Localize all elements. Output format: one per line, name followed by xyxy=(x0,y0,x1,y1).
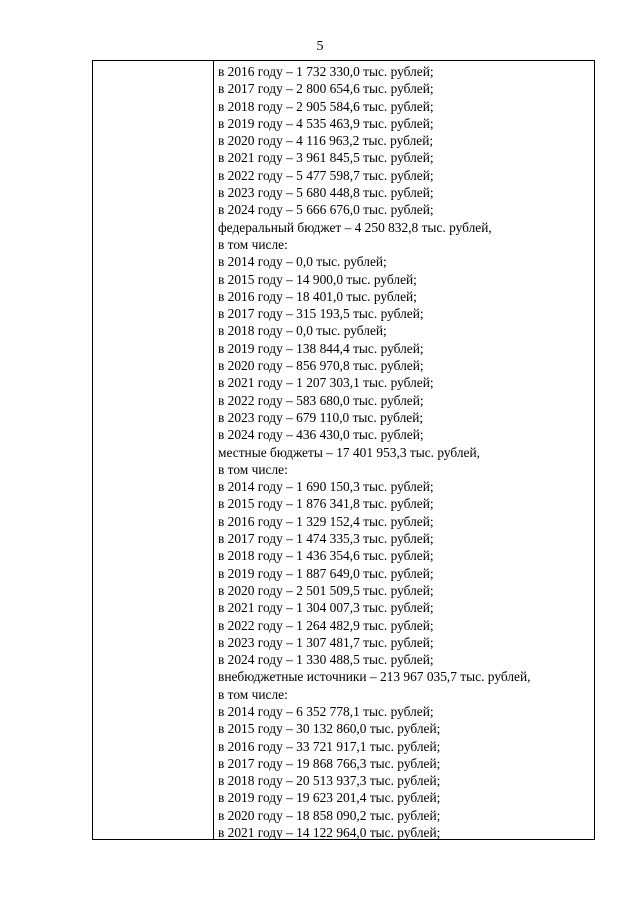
funding-line: в 2019 году – 138 844,4 тыс. рублей; xyxy=(218,340,424,356)
page-number: 5 xyxy=(316,39,324,54)
funding-line: в 2015 году – 14 900,0 тыс. рублей; xyxy=(218,271,417,287)
funding-line: федеральный бюджет – 4 250 832,8 тыс. рублей, xyxy=(218,219,492,235)
funding-line: в 2022 году – 5 477 598,7 тыс. рублей; xyxy=(218,167,434,183)
funding-line: в 2016 году – 1 732 330,0 тыс. рублей; xyxy=(218,64,434,79)
funding-line: в том числе: xyxy=(218,686,288,702)
funding-details-cell xyxy=(214,61,594,839)
funding-line: в 2018 году – 2 905 584,6 тыс. рублей; xyxy=(218,98,434,114)
funding-line: в 2023 году – 5 680 448,8 тыс. рублей; xyxy=(218,185,434,201)
funding-line: в 2020 году – 4 116 963,2 тыс. рублей; xyxy=(218,133,434,149)
funding-line: в 2021 году – 3 961 845,5 тыс. рублей; xyxy=(218,150,434,166)
funding-lines xyxy=(218,63,594,841)
funding-line: в 2017 году – 1 474 335,3 тыс. рублей; xyxy=(218,531,434,547)
funding-line: в 2018 году – 20 513 937,3 тыс. рублей; xyxy=(218,773,441,789)
funding-line: в 2022 году – 1 264 482,9 тыс. рублей; xyxy=(218,617,434,633)
funding-line: в 2017 году – 19 868 766,3 тыс. рублей; xyxy=(218,755,441,771)
funding-line: в 2014 году – 1 690 150,3 тыс. рублей; xyxy=(218,479,434,495)
funding-line: в 2019 году – 19 623 201,4 тыс. рублей; xyxy=(218,790,441,806)
funding-line: в 2015 году – 30 132 860,0 тыс. рублей; xyxy=(218,721,441,737)
funding-line: в 2017 году – 2 800 654,6 тыс. рублей; xyxy=(218,81,434,97)
funding-line: в 2021 году – 14 122 964,0 тыс. рублей; xyxy=(218,825,441,841)
funding-line: в 2024 году – 5 666 676,0 тыс. рублей; xyxy=(218,202,434,218)
funding-line: в 2016 году – 18 401,0 тыс. рублей; xyxy=(218,288,417,304)
funding-line: в 2020 году – 856 970,8 тыс. рублей; xyxy=(218,358,424,374)
funding-line: в 2018 году – 0,0 тыс. рублей; xyxy=(218,323,387,339)
funding-line: в 2020 году – 2 501 509,5 тыс. рублей; xyxy=(218,582,434,598)
funding-line: в том числе: xyxy=(218,236,288,252)
funding-line: в 2019 году – 1 887 649,0 тыс. рублей; xyxy=(218,565,434,581)
funding-line: в 2017 году – 315 193,5 тыс. рублей; xyxy=(218,306,424,322)
funding-line: в 2018 году – 1 436 354,6 тыс. рублей; xyxy=(218,548,434,564)
funding-line: в 2023 году – 679 110,0 тыс. рублей; xyxy=(218,409,424,425)
funding-table xyxy=(92,60,595,840)
funding-line: местные бюджеты – 17 401 953,3 тыс. рублей, xyxy=(218,444,480,460)
funding-line: в 2014 году – 0,0 тыс. рублей; xyxy=(218,254,387,270)
funding-line: в том числе: xyxy=(218,461,288,477)
funding-line: в 2024 году – 1 330 488,5 тыс. рублей; xyxy=(218,652,434,668)
funding-line: в 2022 году – 583 680,0 тыс. рублей; xyxy=(218,392,424,408)
funding-line: в 2023 году – 1 307 481,7 тыс. рублей; xyxy=(218,634,434,650)
funding-line: в 2016 году – 33 721 917,1 тыс. рублей; xyxy=(218,738,441,754)
funding-line: в 2015 году – 1 876 341,8 тыс. рублей; xyxy=(218,496,434,512)
funding-line: в 2019 году – 4 535 463,9 тыс. рублей; xyxy=(218,115,434,131)
funding-line: в 2016 году – 1 329 152,4 тыс. рублей; xyxy=(218,513,434,529)
label-cell xyxy=(93,61,214,839)
funding-line: в 2021 году – 1 207 303,1 тыс. рублей; xyxy=(218,375,434,391)
funding-line: в 2024 году – 436 430,0 тыс. рублей; xyxy=(218,427,424,443)
funding-line: в 2021 году – 1 304 007,3 тыс. рублей; xyxy=(218,600,434,616)
funding-line: внебюджетные источники – 213 967 035,7 тыс. рублей, xyxy=(218,669,531,685)
funding-line: в 2014 году – 6 352 778,1 тыс. рублей; xyxy=(218,703,434,719)
funding-line: в 2020 году – 18 858 090,2 тыс. рублей; xyxy=(218,807,441,823)
